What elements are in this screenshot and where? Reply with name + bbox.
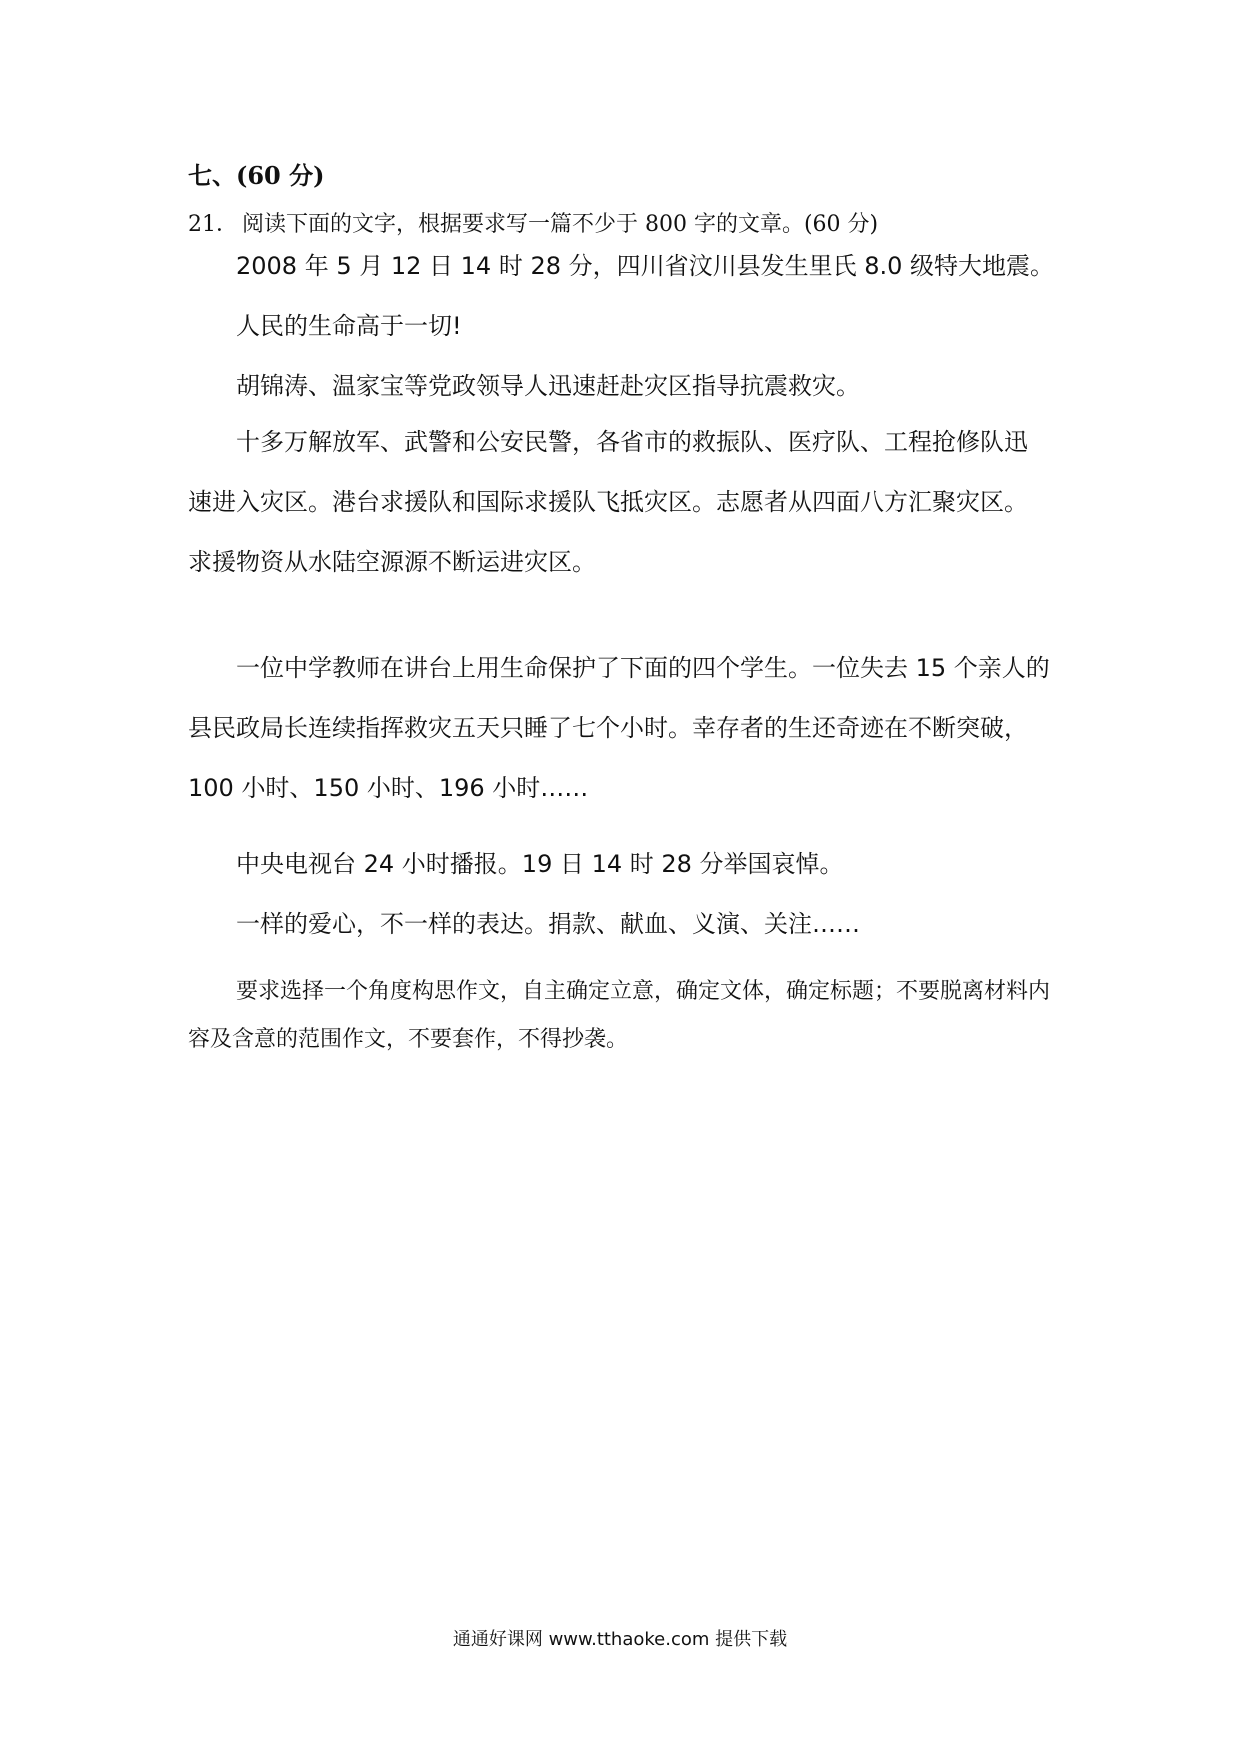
material-paragraph-7: 一样的爱心，不一样的表达。捐款、献血、义演、关注……: [236, 910, 860, 938]
material-paragraph-6: 中央电视台 24 小时播报。19 日 14 时 28 分举国哀悼。: [236, 850, 844, 878]
material-paragraph-3: 胡锦涛、温家宝等党政领导人迅速赶赴灾区指导抗震救灾。: [236, 372, 860, 400]
writing-requirement: 要求选择一个角度构思作文，自主确定立意，确定文体，确定标题；不要脱离材料内容及含意的范围作文，不要套作，不得抄袭。: [188, 979, 1051, 1052]
material-paragraph-4: 十多万解放军、武警和公安民警，各省市的救振队、医疗队、工程抢修队迅速进入灾区。港台求援队和国际求援队飞抵灾区。志愿者从四面八方汇聚灾区。求援物资从水陆空源源不断运进灾区。: [188, 428, 1028, 576]
material-paragraph-1: 2008 年 5 月 12 日 14 时 28 分，四川省汶川县发生里氏 8.0 级特大地震。: [236, 252, 1055, 280]
section-heading: 七、(60 分): [188, 161, 325, 190]
footer-download-note: 通通好课网 www.tthaoke.com 提供下载: [452, 1629, 788, 1650]
material-paragraph-2: 人民的生命高于一切!: [236, 312, 462, 340]
question-number: 21．: [188, 212, 238, 237]
material-paragraph-5: 一位中学教师在讲台上用生命保护了下面的四个学生。一位失去 15 个亲人的县民政局长连续指挥救灾五天只睡了七个小时。幸存者的生还奇迹在不断突破，100 小时、150 小时、196 小时……: [188, 654, 1050, 802]
question-text: 阅读下面的文字，根据要求写一篇不少于 800 字的文章。(60 分): [242, 212, 879, 237]
